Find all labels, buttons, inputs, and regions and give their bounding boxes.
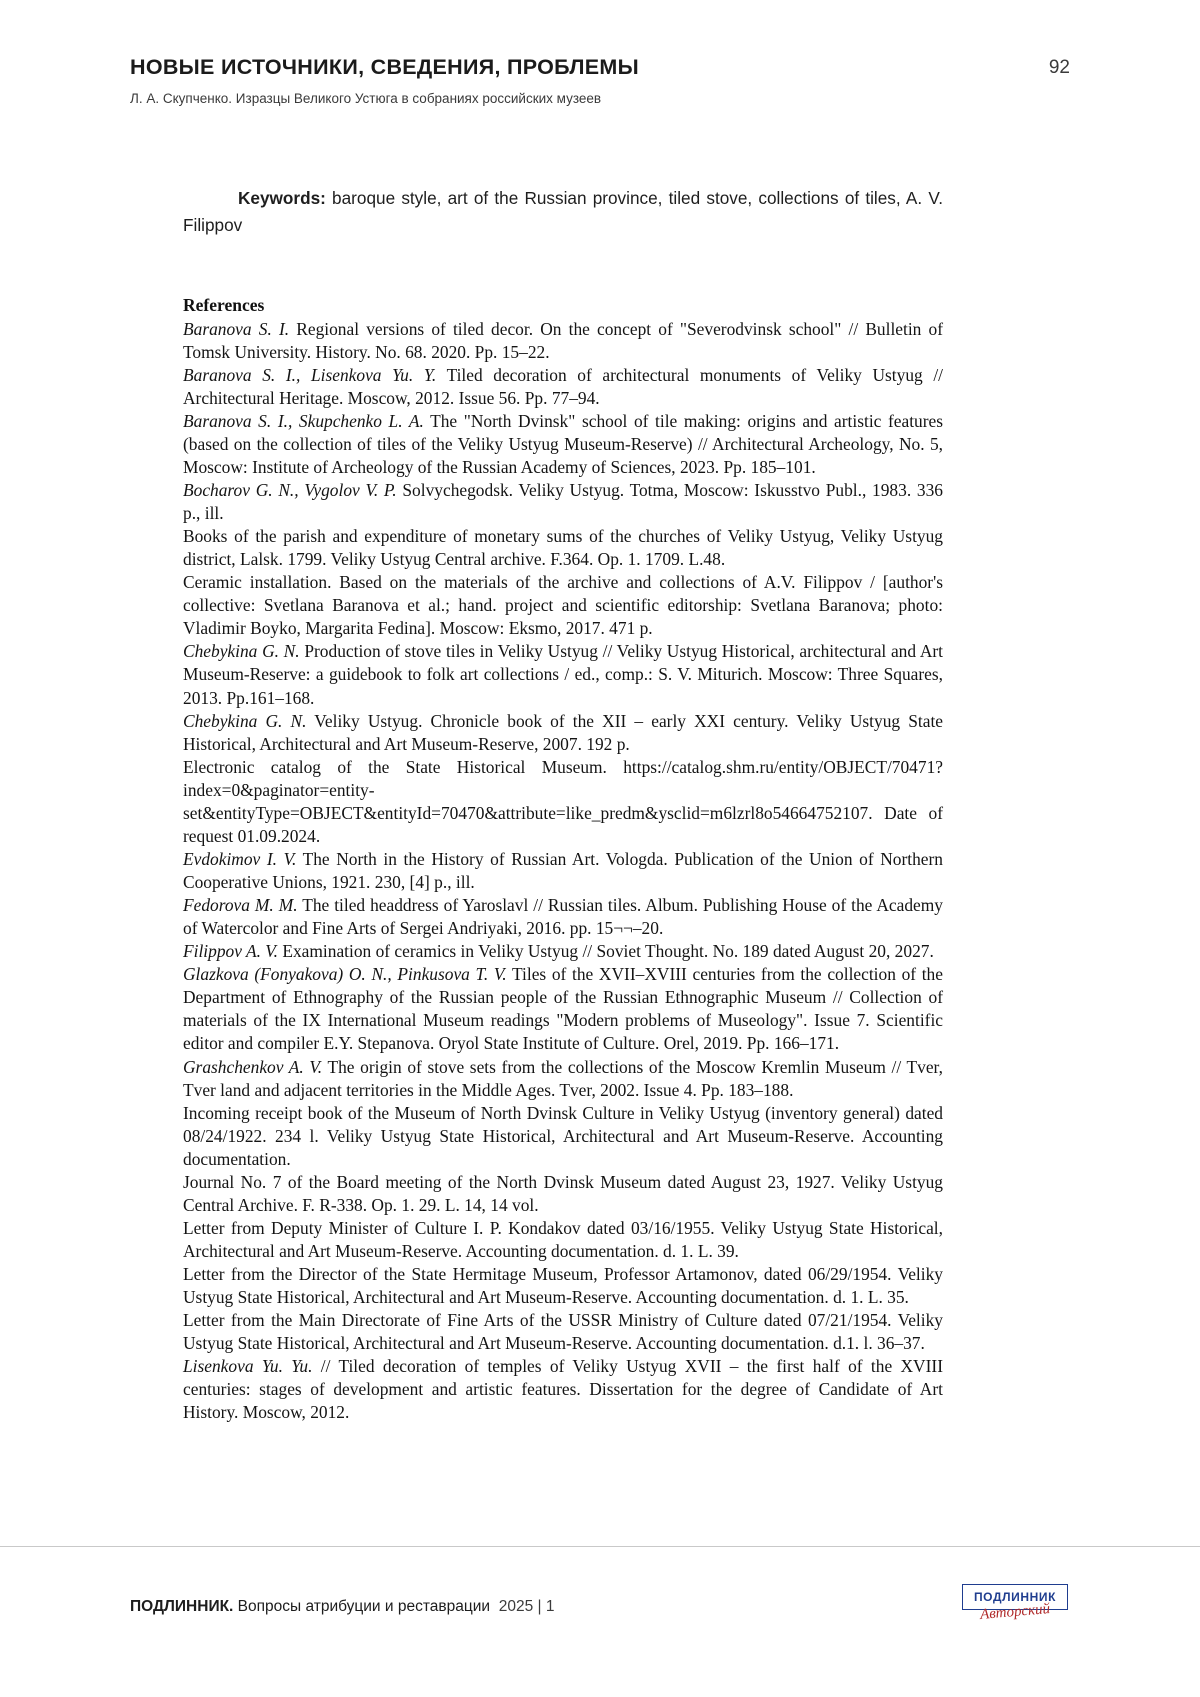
reference-entry (183, 1355, 943, 1424)
reference-entry (183, 318, 943, 364)
reference-text: Letter from Deputy Minister of Culture I. P. Kondakov dated 03/16/1955. Veliky Ustyug State Historical, Architectural and Art Museum-Reserve. Accounting documentation. d. 1. L. 39. (183, 1217, 943, 1261)
reference-text: The North in the History of Russian Art. Vologda. Publication of the Union of Northern Cooperative Unions, 1921. 230, [4] p., ill. (183, 848, 943, 892)
reference-text: Tiled decoration of architectural monuments of Veliky Ustyug // Architectural Heritage. Moscow, 2012. Issue 56. Pp. 77–94. (183, 364, 943, 408)
reference-text: Solvychegodsk. Veliky Ustyug. Totma, Moscow: Iskusstvo Publ., 1983. 336 p., ill. (183, 479, 943, 523)
reference-entry (183, 1102, 943, 1171)
section-title: НОВЫЕ ИСТОЧНИКИ, СВЕДЕНИЯ, ПРОБЛЕМЫ (130, 55, 639, 79)
reference-entry (183, 756, 943, 848)
reference-text: Letter from the Main Directorate of Fine Arts of the USSR Ministry of Culture dated 07/21/1954. Veliky Ustyug State Historical, Architectural and Art Museum-Reserve. Accounting documentation. d.1. l. 36–37. (183, 1310, 943, 1354)
reference-entry (183, 1171, 943, 1217)
reference-author: Lisenkova Yu. Yu. (183, 1356, 313, 1377)
reference-entry (183, 940, 943, 963)
running-head: Л. А. Скупченко. Изразцы Великого Устюга в собраниях российских музеев (130, 90, 602, 106)
reference-entry (183, 525, 943, 571)
reference-text: Books of the parish and expenditure of monetary sums of the churches of Veliky Ustyug, Veliky Ustyug district, Lalsk. 1799. Veliky Ustyug Central archive. F.364. Op. 1. 1709. L.48. (183, 526, 943, 570)
reference-author: Baranova S. I., Skupchenko L. A. (183, 410, 424, 431)
reference-entry (183, 848, 943, 894)
reference-text: Incoming receipt book of the Museum of North Dvinsk Culture in Veliky Ustyug (inventory general) dated 08/24/1922. 234 l. Veliky Ustyug State Historical, Architectural and Art Museum-Reserve. Accounting documentation. (183, 1102, 943, 1169)
reference-entry (183, 364, 943, 410)
page-content (183, 168, 943, 1425)
reference-text: Production of stove tiles in Veliky Ustyug // Veliky Ustyug Historical, architectural and Art Museum-Reserve: a guidebook to folk art collections / ed., comp.: S. V. Miturich. Moscow: Three Squares, 2013. Pp.161–168. (183, 641, 944, 708)
footer-brand: ПОДЛИННИК. (130, 1598, 234, 1615)
footer-issue: 2025 | 1 (498, 1598, 555, 1615)
reference-text: Examination of ceramics in Veliky Ustyug // Soviet Thought. No. 189 dated August 20, 2027. (278, 941, 934, 962)
reference-entry (183, 1263, 943, 1309)
reference-text: The tiled headdress of Yaroslavl // Russian tiles. Album. Publishing House of the Academy of Watercolor and Fine Arts of Sergei Andriyaki, 2016. pp. 15¬¬–20. (183, 895, 943, 939)
reference-text: // Tiled decoration of temples of Veliky Ustyug XVII – the first half of the XVIII centuries: stages of development and artistic features. Dissertation for the degree of Candidate of Art History. Moscow, 2012. (183, 1356, 943, 1423)
reference-text: Journal No. 7 of the Board meeting of the North Dvinsk Museum dated August 23, 1927. Veliky Ustyug Central Archive. F. R-338. Op. 1. 29. L. 14, 14 vol. (183, 1171, 943, 1215)
reference-entry (183, 710, 943, 756)
page-header (130, 55, 1070, 107)
page-footer (130, 1584, 1070, 1630)
page-number: 92 (1048, 57, 1070, 78)
reference-entry (183, 571, 943, 640)
keywords-label: Keywords: (238, 188, 326, 209)
reference-author: Chebykina G. N. (183, 710, 307, 731)
reference-author: Grashchenkov A. V. (183, 1056, 323, 1077)
publisher-logo (962, 1584, 1070, 1630)
keywords-paragraph (183, 185, 943, 238)
reference-text: Tiles of the XVII–XVIII centuries from the collection of the Department of Ethnography of the Russian people of the Russian Ethnographic Museum // Collection of materials of the IX International Museum readings "Modern problems of Museology". Issue 7. Scientific editor and compiler E.Y. Stepanova. Oryol State Institute of Culture. Orel, 2019. Pp. 166–171. (183, 964, 943, 1054)
footer-subtitle: Вопросы атрибуции и реставрации (233, 1598, 491, 1615)
reference-text: Ceramic installation. Based on the materials of the archive and collections of A.V. Filippov / [author's collective: Svetlana Baranova et al.; hand. project and scientific editorship: Svetlana Baranova; photo: Vladimir Boyko, Margarita Fedina]. Moscow: Eksmo, 2017. 471 p. (183, 572, 943, 639)
reference-entry (183, 1217, 943, 1263)
reference-author: Baranova S. I. (183, 318, 290, 339)
reference-entry (183, 894, 943, 940)
reference-author: Fedorova M. M. (183, 895, 298, 916)
reference-entry (183, 1309, 943, 1355)
logo-script-text: Авторский (979, 1600, 1051, 1624)
reference-author: Glazkova (Fonyakova) O. N., Pinkusova T. V. (183, 964, 507, 985)
reference-author: Evdokimov I. V. (183, 848, 297, 869)
reference-text: Veliky Ustyug. Chronicle book of the XII – early XXI century. Veliky Ustyug State Historical, Architectural and Art Museum-Reserve, 2007. 192 p. (183, 710, 943, 754)
header-row (130, 55, 1070, 81)
references-list (183, 318, 943, 1425)
reference-author: Bocharov G. N., Vygolov V. P. (183, 479, 397, 500)
reference-entry (183, 640, 943, 709)
reference-text: Regional versions of tiled decor. On the concept of "Severodvinsk school" // Bulletin of Tomsk University. History. No. 68. 2020. Pp. 15–22. (183, 318, 943, 362)
reference-entry (183, 963, 943, 1055)
reference-text: Electronic catalog of the State Historical Museum. https://catalog.shm.ru/entity/OBJECT/70471?index=0&paginator=entity-set&entityType=OBJECT&entityId=70470&attribute=like_predm&ysclid=m6lzrl8o54664752107. Date of request 01.09.2024. (183, 756, 943, 846)
footer-divider (0, 1546, 1200, 1547)
keywords-text: baroque style, art of the Russian province, tiled stove, collections of tiles, A. V. Filippov (183, 188, 943, 235)
reference-entry (183, 479, 943, 525)
reference-entry (183, 410, 943, 479)
reference-text: Letter from the Director of the State Hermitage Museum, Professor Artamonov, dated 06/29/1954. Veliky Ustyug State Historical, Architectural and Art Museum-Reserve. Accounting documentation. d. 1. L. 35. (183, 1264, 943, 1308)
logo-text: ПОДЛИННИК (973, 1590, 1057, 1604)
footer-journal-title (130, 1598, 554, 1616)
reference-author: Chebykina G. N. (183, 641, 300, 662)
reference-text: The origin of stove sets from the collections of the Moscow Kremlin Museum // Tver, Tver land and adjacent territories in the Middle Ages. Tver, 2002. Issue 4. Pp. 183–188. (183, 1056, 943, 1100)
references-heading: References (183, 294, 265, 315)
reference-text: The "North Dvinsk" school of tile making: origins and artistic features (based on the collection of tiles of the Veliky Ustyug Museum-Reserve) // Architectural Archeology, No. 5, Moscow: Institute of Archeology of the Russian Academy of Sciences, 2023. Pp. 185–101. (183, 410, 944, 477)
reference-author: Filippov A. V. (183, 941, 279, 962)
reference-author: Baranova S. I., Lisenkova Yu. Y. (183, 364, 437, 385)
reference-entry (183, 1056, 943, 1102)
